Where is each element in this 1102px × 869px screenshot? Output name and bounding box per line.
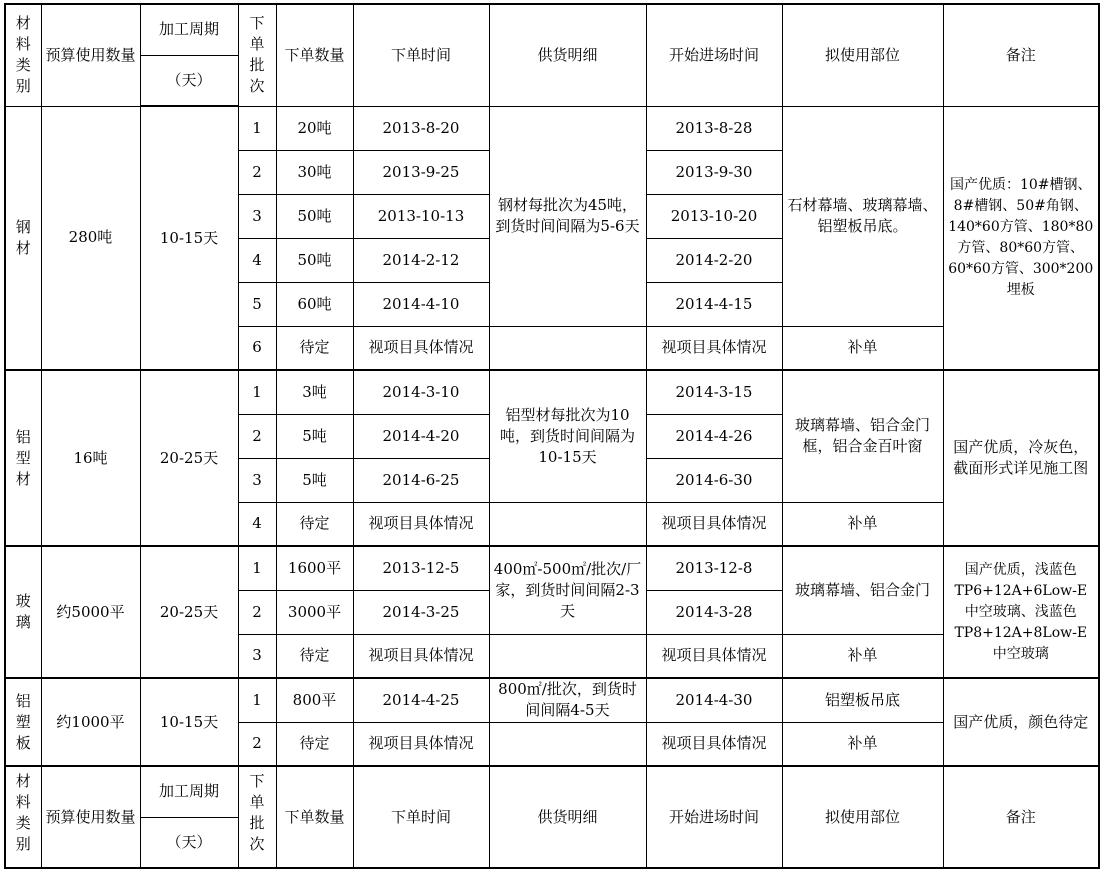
header-processing-cycle: 加工周期 <box>140 766 238 817</box>
category-aluminum-panel: 铝 塑 板 <box>5 678 41 766</box>
supply-empty-cell <box>489 502 646 546</box>
batch-cell: 3 <box>238 458 276 502</box>
batch-cell: 2 <box>238 722 276 766</box>
qty-cell: 50吨 <box>276 238 353 282</box>
batch-cell: 4 <box>238 238 276 282</box>
entry-time-cell: 2014-3-15 <box>646 370 782 414</box>
order-time-cell: 2014-2-12 <box>353 238 489 282</box>
entry-time-cell: 2014-4-15 <box>646 282 782 326</box>
supply-aluminum-profile: 铝型材每批次为10吨，到货时间间隔为10-15天 <box>489 370 646 502</box>
header-budget-qty: 预算使用数量 <box>41 766 140 868</box>
dept-steel: 石材幕墙、玻璃幕墙、铝塑板吊底。 <box>782 106 943 326</box>
entry-time-cell: 2014-4-26 <box>646 414 782 458</box>
batch-cell: 5 <box>238 282 276 326</box>
batch-cell: 3 <box>238 634 276 678</box>
header-order-qty: 下单数量 <box>276 4 353 106</box>
header-batch: 下 单 批 次 <box>238 766 276 868</box>
batch-cell: 2 <box>238 150 276 194</box>
cycle-aluminum-profile: 20-25天 <box>140 370 238 546</box>
category-steel: 钢 材 <box>5 106 41 370</box>
order-time-cell: 2014-4-25 <box>353 678 489 722</box>
cycle-steel: 10-15天 <box>140 106 238 370</box>
order-time-cell: 视项目具体情况 <box>353 722 489 766</box>
header-batch: 下 单 批 次 <box>238 4 276 106</box>
qty-cell: 待定 <box>276 326 353 370</box>
entry-time-cell: 2014-2-20 <box>646 238 782 282</box>
header-order-qty: 下单数量 <box>276 766 353 868</box>
category-aluminum-profile: 铝 型 材 <box>5 370 41 546</box>
entry-time-cell: 视项目具体情况 <box>646 722 782 766</box>
entry-time-cell: 视项目具体情况 <box>646 326 782 370</box>
header-remark: 备注 <box>943 766 1099 868</box>
header-budget-qty: 预算使用数量 <box>41 4 140 106</box>
order-time-cell: 视项目具体情况 <box>353 326 489 370</box>
dept-aluminum-profile: 玻璃幕墙、铝合金门框，铝合金百叶窗 <box>782 370 943 502</box>
qty-cell: 待定 <box>276 634 353 678</box>
supply-steel: 钢材每批次为45吨，到货时间间隔为5-6天 <box>489 106 646 326</box>
batch-cell: 2 <box>238 590 276 634</box>
dept-supplement-cell: 补单 <box>782 722 943 766</box>
qty-cell: 待定 <box>276 502 353 546</box>
remark-steel: 国产优质：10#槽钢、8#槽钢、50#角钢、140*60方管、180*80方管、80*60方管、60*60方管、300*200埋板 <box>943 106 1099 370</box>
budget-glass: 约5000平 <box>41 546 140 678</box>
order-time-cell: 视项目具体情况 <box>353 502 489 546</box>
batch-cell: 1 <box>238 370 276 414</box>
dept-supplement-cell: 补单 <box>782 634 943 678</box>
batch-cell: 4 <box>238 502 276 546</box>
entry-time-cell: 2013-12-8 <box>646 546 782 590</box>
batch-cell: 6 <box>238 326 276 370</box>
budget-steel: 280吨 <box>41 106 140 370</box>
order-time-cell: 2013-8-20 <box>353 106 489 150</box>
dept-supplement-cell: 补单 <box>782 326 943 370</box>
header-entry-time: 开始进场时间 <box>646 4 782 106</box>
header-category: 材 料 类 别 <box>5 4 41 106</box>
entry-time-cell: 视项目具体情况 <box>646 634 782 678</box>
order-time-cell: 视项目具体情况 <box>353 634 489 678</box>
batch-cell: 2 <box>238 414 276 458</box>
order-time-cell: 2014-4-20 <box>353 414 489 458</box>
qty-cell: 800平 <box>276 678 353 722</box>
qty-cell: 1600平 <box>276 546 353 590</box>
entry-time-cell: 2013-10-20 <box>646 194 782 238</box>
header-processing-unit: （天） <box>140 55 238 106</box>
qty-cell: 30吨 <box>276 150 353 194</box>
dept-supplement-cell: 补单 <box>782 502 943 546</box>
entry-time-cell: 视项目具体情况 <box>646 502 782 546</box>
batch-cell: 1 <box>238 546 276 590</box>
order-time-cell: 2013-10-13 <box>353 194 489 238</box>
batch-cell: 1 <box>238 106 276 150</box>
entry-time-cell: 2013-8-28 <box>646 106 782 150</box>
batch-cell: 3 <box>238 194 276 238</box>
qty-cell: 20吨 <box>276 106 353 150</box>
header-remark: 备注 <box>943 4 1099 106</box>
dept-aluminum-panel: 铝塑板吊底 <box>782 678 943 722</box>
material-schedule-table <box>4 3 1100 767</box>
header-processing-unit: （天） <box>140 817 238 868</box>
supply-aluminum-panel: 800㎡/批次，到货时间间隔4-5天 <box>489 678 646 722</box>
header-dept: 拟使用部位 <box>782 4 943 106</box>
entry-time-cell: 2014-6-30 <box>646 458 782 502</box>
entry-time-cell: 2013-9-30 <box>646 150 782 194</box>
header-order-time: 下单时间 <box>353 4 489 106</box>
batch-cell: 1 <box>238 678 276 722</box>
entry-time-cell: 2014-3-28 <box>646 590 782 634</box>
header-category: 材 料 类 别 <box>5 766 41 868</box>
supply-empty-cell <box>489 634 646 678</box>
supply-empty-cell <box>489 722 646 766</box>
entry-time-cell: 2014-4-30 <box>646 678 782 722</box>
order-time-cell: 2013-9-25 <box>353 150 489 194</box>
qty-cell: 60吨 <box>276 282 353 326</box>
order-time-cell: 2013-12-5 <box>353 546 489 590</box>
header-dept: 拟使用部位 <box>782 766 943 868</box>
qty-cell: 5吨 <box>276 458 353 502</box>
supply-empty-cell <box>489 326 646 370</box>
budget-aluminum-profile: 16吨 <box>41 370 140 546</box>
header-processing-cycle: 加工周期 <box>140 4 238 55</box>
supply-glass: 400㎡-500㎡/批次/厂家，到货时间间隔2-3天 <box>489 546 646 634</box>
qty-cell: 5吨 <box>276 414 353 458</box>
remark-aluminum-profile: 国产优质，冷灰色，截面形式详见施工图 <box>943 370 1099 546</box>
order-time-cell: 2014-3-10 <box>353 370 489 414</box>
order-time-cell: 2014-6-25 <box>353 458 489 502</box>
qty-cell: 50吨 <box>276 194 353 238</box>
dept-glass: 玻璃幕墙、铝合金门 <box>782 546 943 634</box>
header-supply-detail: 供货明细 <box>489 766 646 868</box>
order-time-cell: 2014-4-10 <box>353 282 489 326</box>
order-time-cell: 2014-3-25 <box>353 590 489 634</box>
header-order-time: 下单时间 <box>353 766 489 868</box>
cycle-glass: 20-25天 <box>140 546 238 678</box>
category-glass: 玻 璃 <box>5 546 41 678</box>
qty-cell: 待定 <box>276 722 353 766</box>
qty-cell: 3吨 <box>276 370 353 414</box>
header-supply-detail: 供货明细 <box>489 4 646 106</box>
qty-cell: 3000平 <box>276 590 353 634</box>
remark-glass: 国产优质，浅蓝色TP6+12A+6Low-E中空玻璃、浅蓝色TP8+12A+8Low-E中空玻璃 <box>943 546 1099 678</box>
remark-aluminum-panel: 国产优质，颜色待定 <box>943 678 1099 766</box>
cycle-aluminum-panel: 10-15天 <box>140 678 238 766</box>
header-entry-time: 开始进场时间 <box>646 766 782 868</box>
repeated-header-table <box>4 765 1100 869</box>
budget-aluminum-panel: 约1000平 <box>41 678 140 766</box>
